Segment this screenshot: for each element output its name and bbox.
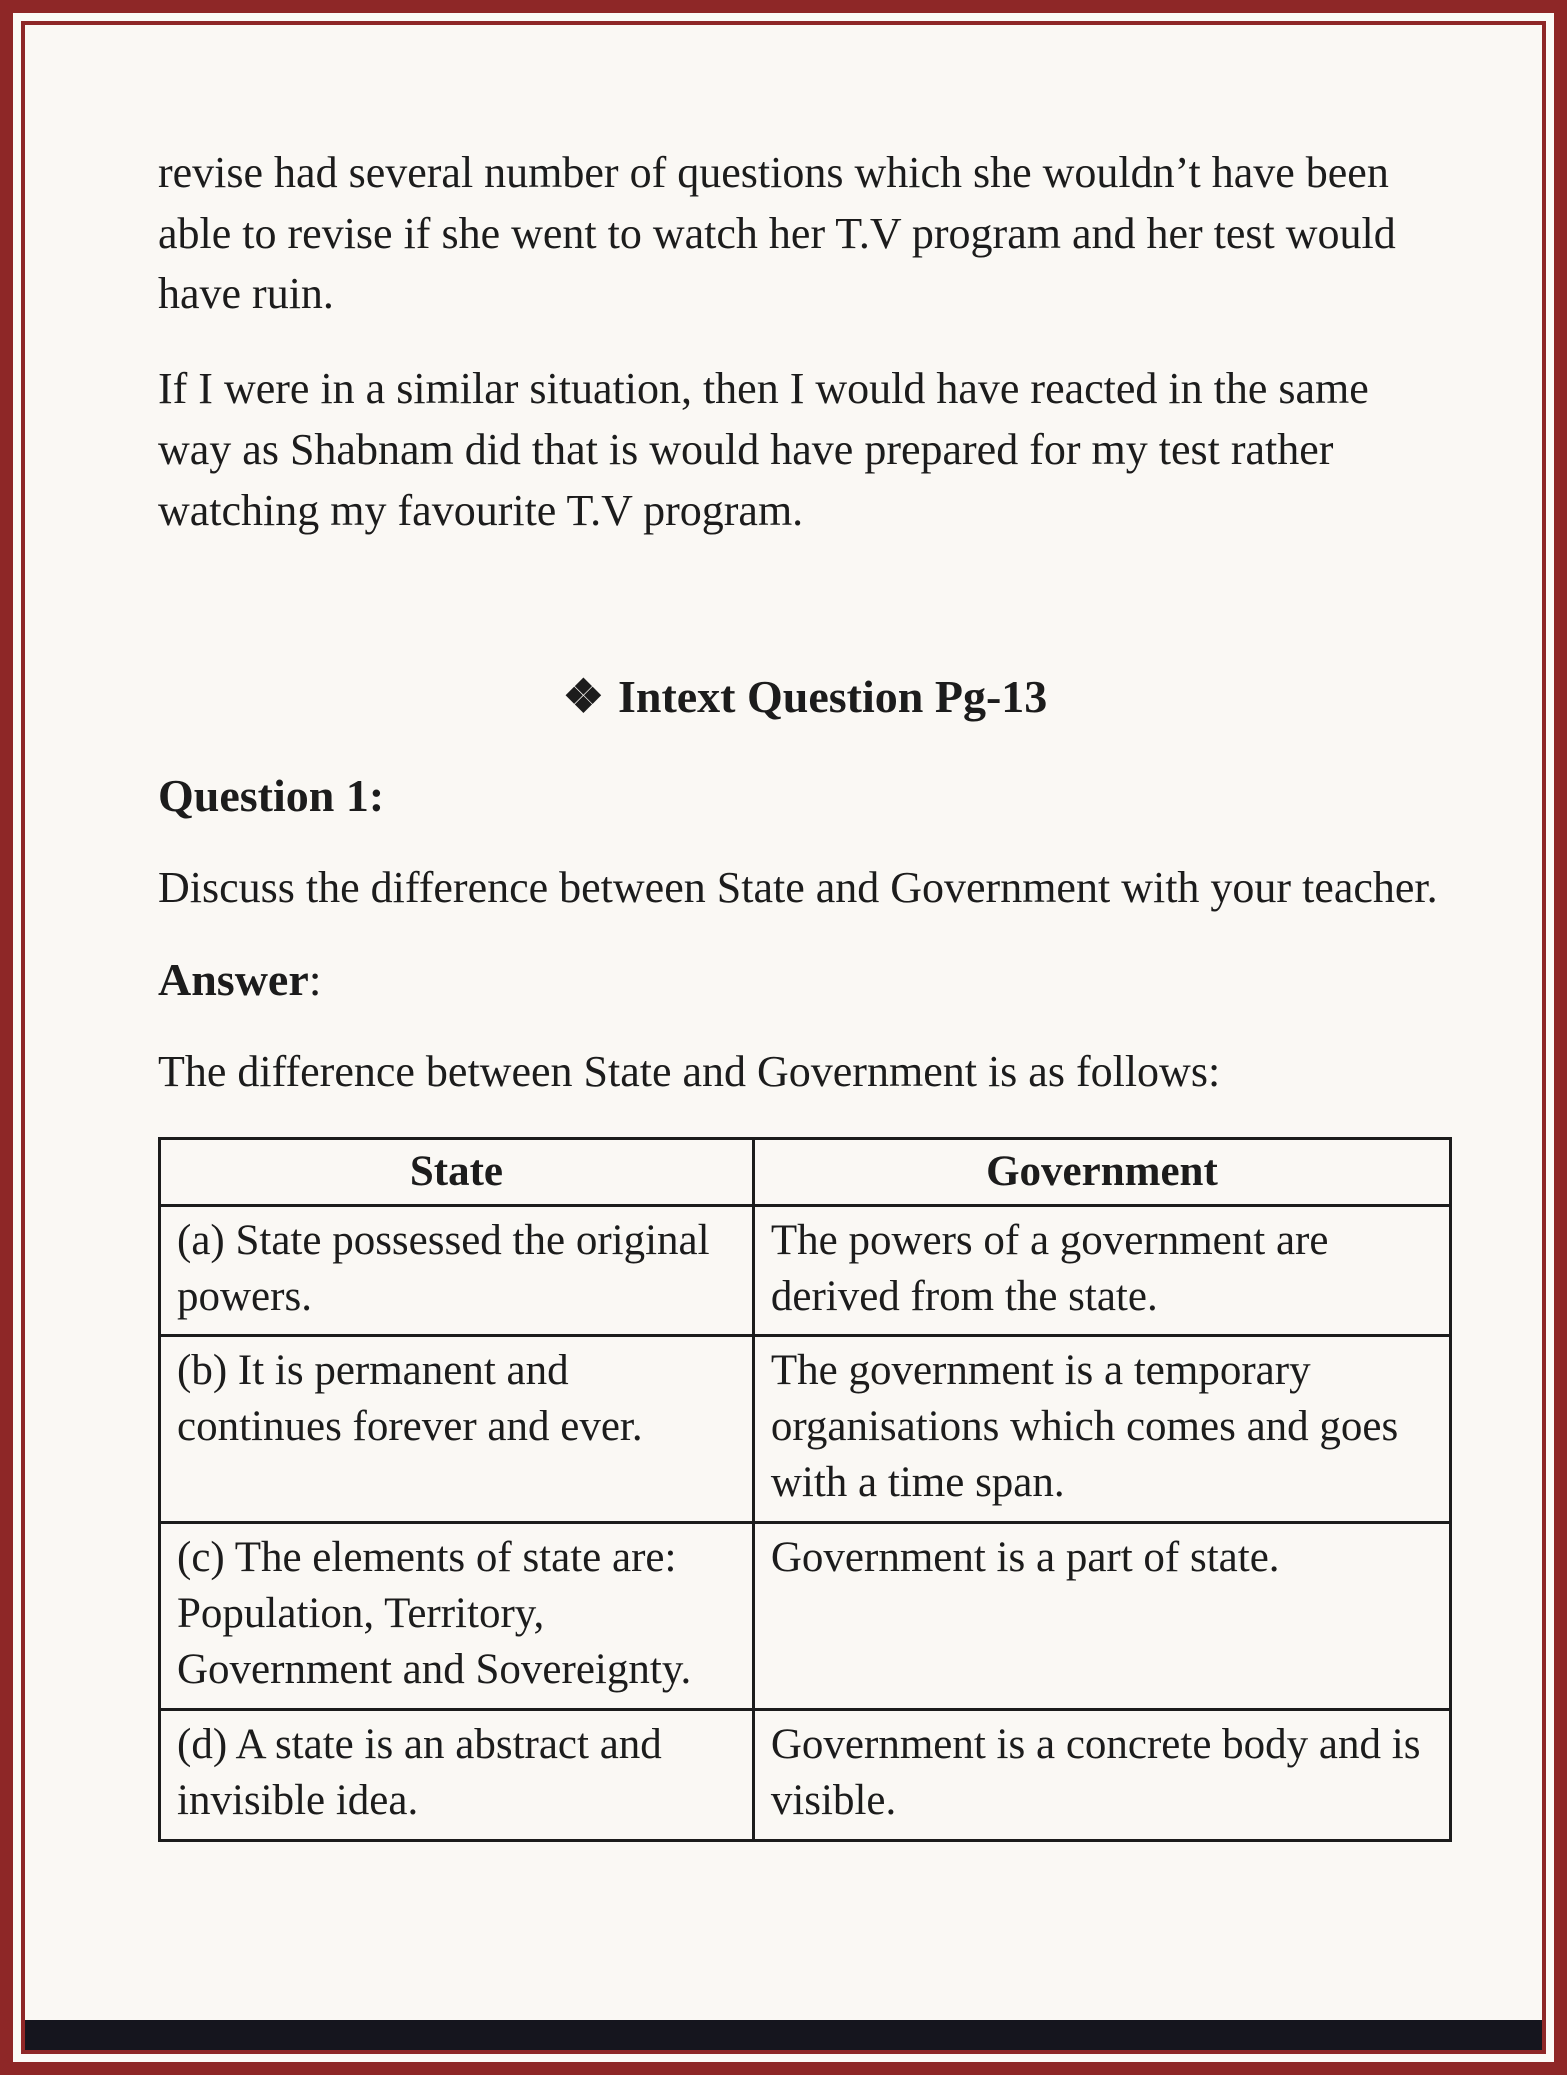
- table-row: [160, 1523, 1451, 1710]
- answer-label: [158, 953, 1452, 1006]
- diamond-icon: ❖: [562, 671, 604, 723]
- table-cell: The powers of a government are derived from the state.: [753, 1205, 1450, 1336]
- table-row: [160, 1709, 1451, 1840]
- question-label: Question 1:: [158, 770, 385, 822]
- paragraph: revise had several number of questions which she wouldn’t have been able to revise if she went to watch her T.V program and her test would have ruin.: [158, 148, 1396, 319]
- table-row: [160, 1205, 1451, 1336]
- answer-intro: The difference between State and Government is as follows:: [158, 1047, 1221, 1097]
- table-header-government: Government: [753, 1138, 1450, 1205]
- section-heading: [158, 669, 1452, 723]
- answer-label-bold: Answer: [158, 954, 309, 1006]
- table-cell: (b) It is permanent and continues forever and ever.: [160, 1336, 754, 1523]
- table-header-state: State: [160, 1138, 754, 1205]
- table-cell: Government is a part of state.: [753, 1523, 1450, 1710]
- table-row: [160, 1336, 1451, 1523]
- table-cell: (a) State possessed the original powers.: [160, 1205, 754, 1336]
- page: [21, 21, 1546, 2054]
- paragraph: If I were in a similar situation, then I would have reacted in the same way as Shabnam did that is would have prepared for my test rather watching my favourite T.V program.: [158, 364, 1369, 535]
- question-text: Discuss the difference between State and Government with your teacher.: [158, 863, 1438, 913]
- section-heading-text: Intext Question Pg-13: [617, 671, 1048, 723]
- comparison-table: [158, 1137, 1452, 1842]
- table-cell: Government is a concrete body and is visible.: [753, 1709, 1450, 1840]
- table-cell: (d) A state is an abstract and invisible idea.: [160, 1709, 754, 1840]
- table-cell: (c) The elements of state are: Population, Territory, Government and Sovereignty.: [160, 1523, 754, 1710]
- answer-label-colon: :: [308, 954, 322, 1006]
- document-content: [25, 25, 1542, 1842]
- table-cell: The government is a temporary organisations which comes and goes with a time span.: [753, 1336, 1450, 1523]
- table-header-row: [160, 1138, 1451, 1205]
- bottom-bar: [25, 2020, 1542, 2050]
